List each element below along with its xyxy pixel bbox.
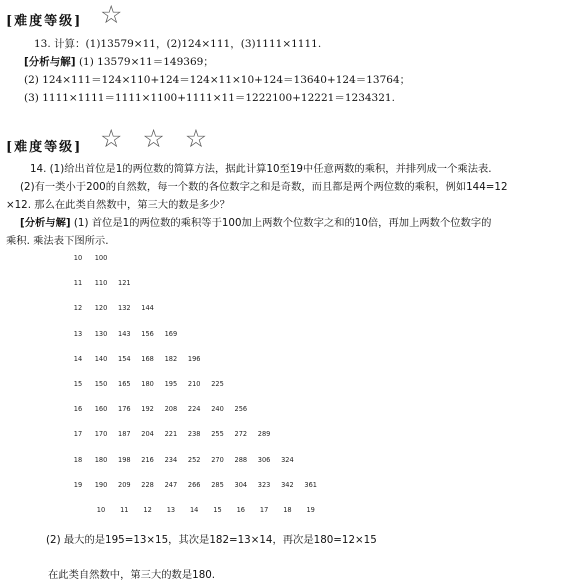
problem-14-line3: ×12. 那么在此类自然数中，第三大的数是多少？ <box>6 199 230 211</box>
difficulty-heading-2: [难度等级] <box>6 140 83 155</box>
table-cell: 198 <box>118 455 131 464</box>
table-row-header: 14 <box>73 354 83 363</box>
table-column-header: 12 <box>143 506 152 514</box>
table-row-header: 12 <box>73 304 83 313</box>
table-cell: 255 <box>211 430 224 439</box>
table-cell: 180 <box>141 380 154 388</box>
table-cell: 180 <box>94 455 108 464</box>
table-cell: 323 <box>257 480 271 489</box>
difficulty-stars-1: ☆ <box>100 0 129 29</box>
table-cell: 234 <box>164 455 178 464</box>
table-cell: 209 <box>118 480 131 489</box>
table-cell: 228 <box>141 480 154 489</box>
table-cell: 192 <box>141 405 154 414</box>
table-cell: 247 <box>164 480 178 489</box>
table-cell: 187 <box>118 430 131 439</box>
problem-13: 13. 计算：(1)13579×11，(2)124×111，(3)1111×1111. <box>34 38 322 50</box>
table-cell: 252 <box>187 455 201 464</box>
table-cell: 176 <box>118 405 131 414</box>
table-column-header: 11 <box>120 506 129 514</box>
table-cell: 190 <box>94 480 108 489</box>
table-cell: 156 <box>141 329 154 338</box>
table-cell: 160 <box>94 405 108 414</box>
table-cell: 342 <box>281 480 294 489</box>
table-cell: 165 <box>118 380 131 388</box>
table-cell: 140 <box>94 354 108 363</box>
table-cell: 143 <box>118 329 131 338</box>
table-cell: 196 <box>187 354 201 363</box>
table-cell: 168 <box>141 354 154 363</box>
table-cell: 150 <box>94 380 108 388</box>
table-cell: 208 <box>164 405 178 414</box>
table-cell: 144 <box>141 304 154 313</box>
table-cell: 240 <box>211 405 224 414</box>
table-cell: 120 <box>94 304 108 313</box>
table-cell: 216 <box>141 455 154 464</box>
analysis-14-line2: 乘积. 乘法表下图所示. <box>6 235 109 247</box>
answer-13-1: (1) 13579×11＝149369； <box>78 56 214 68</box>
problem-14-line2: (2)有一类小于200的自然数，每一个数的各位数字之和是奇数，而且都是两个两位数的乘积，例如144=12 <box>20 181 508 193</box>
table-cell: 272 <box>234 430 248 439</box>
table-row-header: 13 <box>73 329 83 338</box>
table-cell: 221 <box>164 430 178 439</box>
table-cell: 289 <box>257 430 271 439</box>
table-row-header: 15 <box>73 380 83 388</box>
table-column-header: 19 <box>306 506 315 514</box>
table-cell: 225 <box>211 380 224 388</box>
problem-14-line1: 14. (1)给出首位是1的两位数的简算方法，据此计算10至19中任意两数的乘积，并排列成一个乘法表. <box>30 163 492 175</box>
table-cell: 195 <box>164 380 178 388</box>
answer-14-2: (2) 最大的是195=13×15，其次是182=13×14，再次是180=12×15 <box>46 534 377 546</box>
table-cell: 256 <box>234 405 248 414</box>
table-cell: 210 <box>187 380 201 388</box>
table-cell: 170 <box>94 430 108 439</box>
analysis-label-1: [分析与解] <box>24 56 76 68</box>
table-column-header: 14 <box>189 506 199 514</box>
table-cell: 285 <box>211 480 224 489</box>
table-column-header: 18 <box>283 506 292 514</box>
table-cell: 100 <box>94 254 108 262</box>
table-column-header: 17 <box>259 506 269 514</box>
table-cell: 169 <box>164 329 178 338</box>
table-cell: 361 <box>304 480 317 489</box>
table-cell: 110 <box>94 279 108 288</box>
table-cell: 270 <box>211 455 224 464</box>
table-cell: 306 <box>257 455 271 464</box>
table-row-header: 11 <box>73 279 83 288</box>
table-cell: 224 <box>187 405 201 414</box>
table-row-header: 17 <box>73 430 83 439</box>
analysis-label-2: [分析与解] <box>20 217 71 229</box>
table-row-header: 18 <box>73 455 83 464</box>
table-cell: 288 <box>234 455 248 464</box>
table-column-header: 10 <box>96 506 106 514</box>
table-cell: 154 <box>118 354 131 363</box>
table-cell: 182 <box>164 354 178 363</box>
table-cell: 304 <box>234 480 248 489</box>
answer-13-3: (3) 1111×1111＝1111×1100+1111×11＝1222100+12221＝1234321. <box>24 92 395 104</box>
table-cell: 132 <box>118 304 131 313</box>
analysis-14-line1: (1) 首位是1的两位数的乘积等于100加上两数个位数字之和的10倍，再加上两数个位数字的 <box>73 217 492 229</box>
table-cell: 121 <box>118 279 131 288</box>
table-row-header: 10 <box>73 254 83 262</box>
table-column-header: 15 <box>213 506 222 514</box>
difficulty-heading-1: [难度等级] <box>6 14 83 29</box>
table-column-header: 16 <box>236 506 245 514</box>
table-row-header: 19 <box>73 480 83 489</box>
table-cell: 238 <box>187 430 201 439</box>
difficulty-stars-2: ☆ ☆ ☆ <box>100 124 214 153</box>
table-cell: 130 <box>94 329 108 338</box>
table-cell: 266 <box>187 480 201 489</box>
answer-13-2: (2) 124×111＝124×110+124＝124×11×10+124＝13640+124＝13764； <box>24 74 411 86</box>
conclusion-14: 在此类自然数中，第三大的数是180. <box>48 569 216 581</box>
table-cell: 204 <box>141 430 154 439</box>
table-row-header: 16 <box>73 405 83 414</box>
table-cell: 324 <box>281 455 294 464</box>
table-column-header: 13 <box>166 506 176 514</box>
